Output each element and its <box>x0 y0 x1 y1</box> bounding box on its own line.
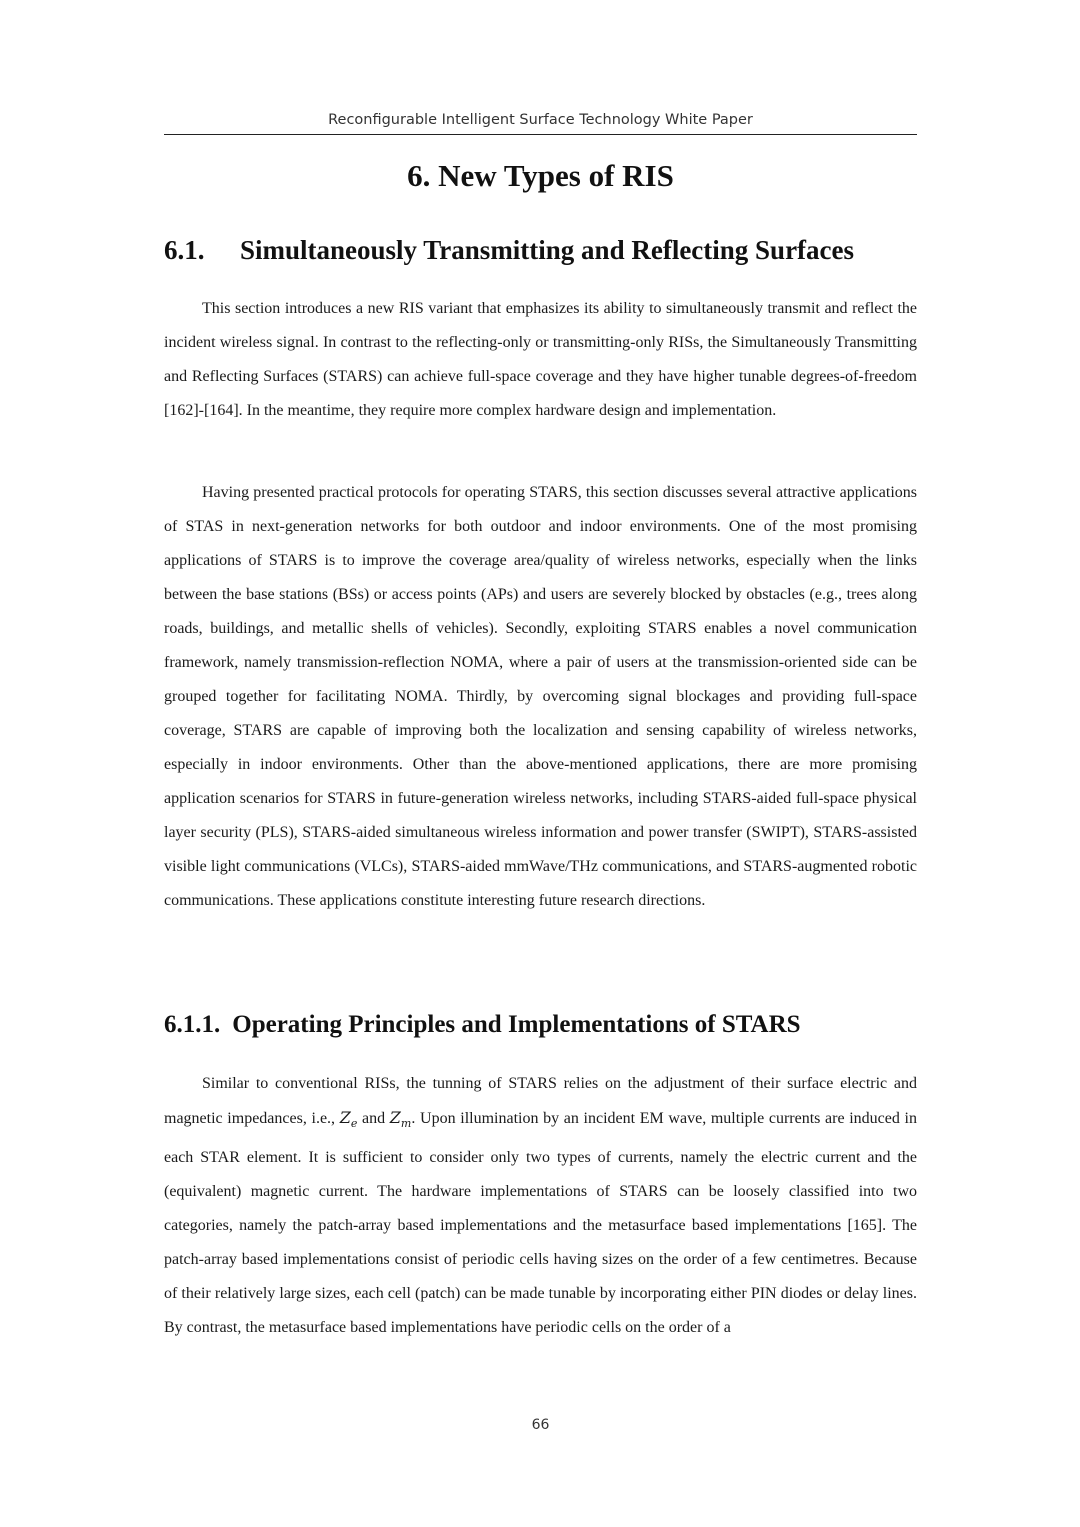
section-heading <box>164 231 854 269</box>
chapter-title: 6. New Types of RIS <box>407 158 674 193</box>
paragraph-intro: This section introduces a new RIS variant that emphasizes its ability to simultaneously transmit and reflect the incident wireless signal. In contrast to the reflecting-only or transmitting-only RISs, the Simultaneously Transmitting and Reflecting Surfaces (STARS) can achieve full-space coverage and they have higher tunable degrees-of-freedom [162]-[164]. In the meantime, they require more complex hardware design and implementation. <box>164 300 917 419</box>
paragraph-text-part-3: . Upon illumination by an incident EM wave, multiple currents are induced in each STAR element. It is sufficient to consider only two types of currents, namely the electric current and the (equivalent) magnetic current. The hardware implementations of STARS can be loosely classified into two categories, namely the patch-array based implementations and the metasurface based implementations [165]. The patch-array based implementations consist of periodic cells having sizes on the order of a few centimetres. Because of their relatively large sizes, each cell (patch) can be made tunable by incorporating either PIN diodes or delay lines. By contrast, the metasurface based implementations have periodic cells on the order of a <box>164 1110 918 1337</box>
running-header: Reconfigurable Intelligent Surface Technology White Paper <box>328 112 753 128</box>
section-number: 6.1. <box>164 235 205 265</box>
paragraph-operating-principles <box>164 1067 917 1345</box>
section-title: Simultaneously Transmitting and Reflecting Surfaces <box>240 235 855 265</box>
impedance-ze-base: Z <box>339 1108 351 1127</box>
impedance-ze-subscript: e <box>350 1117 358 1131</box>
subsection-heading <box>164 1007 801 1043</box>
header-divider <box>164 134 917 135</box>
paragraph-text-part-2: and <box>357 1110 390 1127</box>
impedance-ze-symbol <box>339 1108 358 1131</box>
subsection-title: Operating Principles and Implementations of STARS <box>232 1011 801 1038</box>
subsection-number: 6.1.1. <box>164 1011 221 1038</box>
impedance-zm-symbol <box>389 1108 412 1131</box>
page-number: 66 <box>531 1417 550 1433</box>
impedance-zm-subscript: m <box>400 1117 412 1131</box>
paragraph-applications: Having presented practical protocols for operating STARS, this section discusses several attractive applications of STAS in next-generation networks for both outdoor and indoor environments. One of the most promising applications of STARS is to improve the coverage area/quality of wireless networks, especially when the links between the base stations (BSs) or access points (APs) and users are severely blocked by obstacles (e.g., trees along roads, buildings, and metallic shells of vehicles). Secondly, exploiting STARS enables a novel communication framework, namely transmission-reflection NOMA, where a pair of users at the transmission-oriented side can be grouped together for facilitating NOMA. Thirdly, by overcoming signal blockages and providing full-space coverage, STARS are capable of improving both the localization and sensing capability of wireless networks, especially in indoor environments. Other than the above-mentioned applications, there are more promising application scenarios for STARS in future-generation wireless networks, including STARS-aided full-space physical layer security (PLS), STARS-aided simultaneous wireless information and power transfer (SWIPT), STARS-assisted visible light communications (VLCs), STARS-aided mmWave/THz communications, and STARS-augmented robotic communications. These applications constitute interesting future research directions. <box>164 484 917 909</box>
impedance-zm-base: Z <box>389 1108 401 1127</box>
paragraph-text-part-1: Similar to conventional RISs, the tunning of STARS relies on the adjustment of their surface electric and magnetic impedances, i.e., <box>164 1075 917 1127</box>
